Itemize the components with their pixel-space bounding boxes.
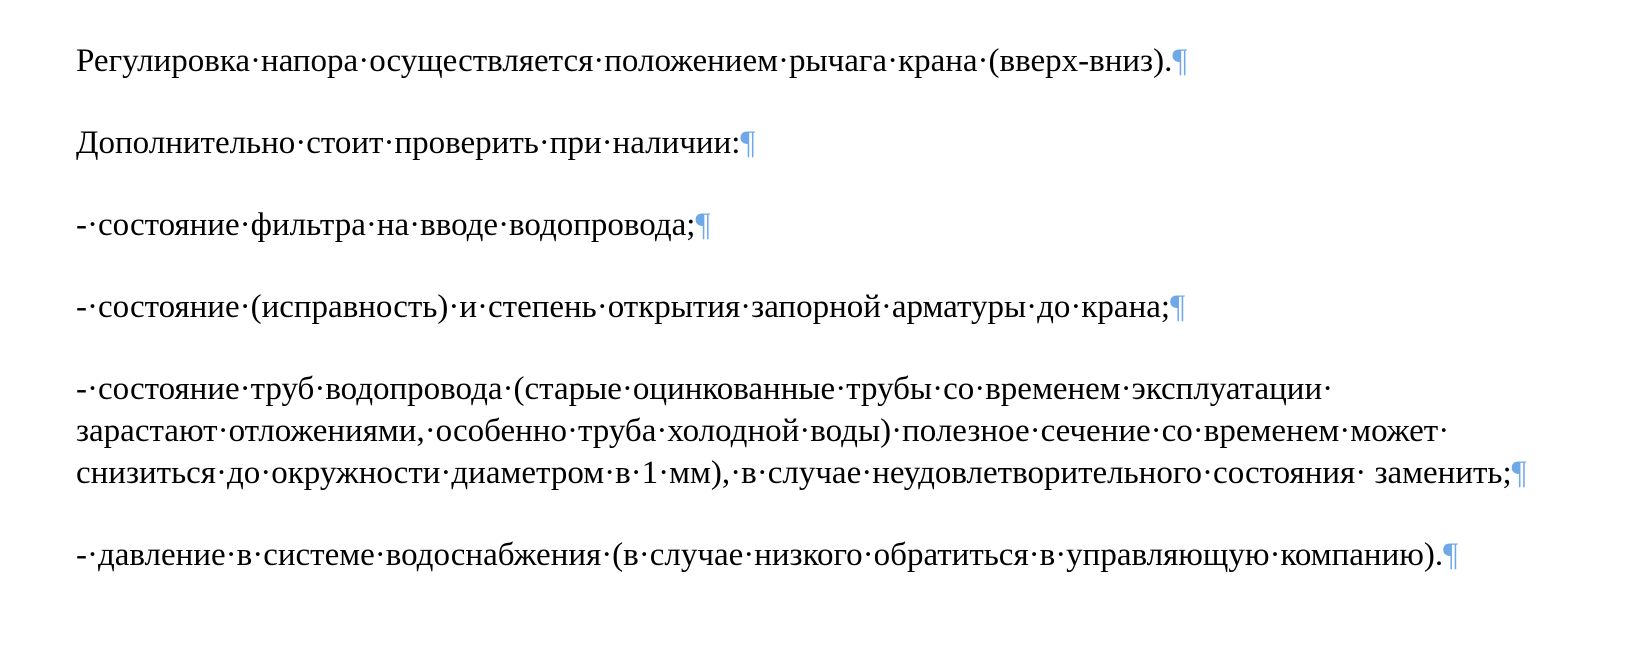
paragraph-6[interactable] <box>76 534 1636 576</box>
pilcrow-icon: ¶ <box>1511 455 1527 491</box>
document-body[interactable] <box>76 40 1636 576</box>
paragraph-2[interactable] <box>76 122 1636 164</box>
paragraph-text: Дополнительно·стоит·проверить·при·наличии: <box>76 125 741 161</box>
pilcrow-icon: ¶ <box>695 207 711 243</box>
pilcrow-icon: ¶ <box>1170 289 1186 325</box>
paragraph-text: Регулировка·напора·осуществляется·положением·рычага·крана·(вверх-вниз). <box>76 43 1173 79</box>
paragraph-text: -·состояние·(исправность)·и·степень·открытия·запорной·арматуры·до·крана; <box>76 289 1171 325</box>
pilcrow-icon: ¶ <box>1172 43 1188 79</box>
pilcrow-icon: ¶ <box>1443 537 1459 573</box>
pilcrow-icon: ¶ <box>740 125 756 161</box>
paragraph-3[interactable] <box>76 204 1636 246</box>
paragraph-text: -·давление·в·системе·водоснабжения·(в·случае·низкого·обратиться·в·управляющую·компанию). <box>76 537 1444 573</box>
paragraph-1[interactable] <box>76 40 1636 82</box>
paragraph-5[interactable] <box>76 368 1636 494</box>
paragraph-text: -·состояние·фильтра·на·вводе·водопровода; <box>76 207 696 243</box>
paragraph-text: -·состояние·труб·водопровода·(старые·оцинкованные·трубы·со·временем·эксплуатации· зарастают·отложениями,·особенно·труба·холодной·воды)·полезное·сечение·со·временем·может· снизиться·до·окружности·диаметром·в·1·мм),·в·случае·неудовлетворительного·состояния· заменить; <box>76 371 1512 491</box>
paragraph-4[interactable] <box>76 286 1636 328</box>
